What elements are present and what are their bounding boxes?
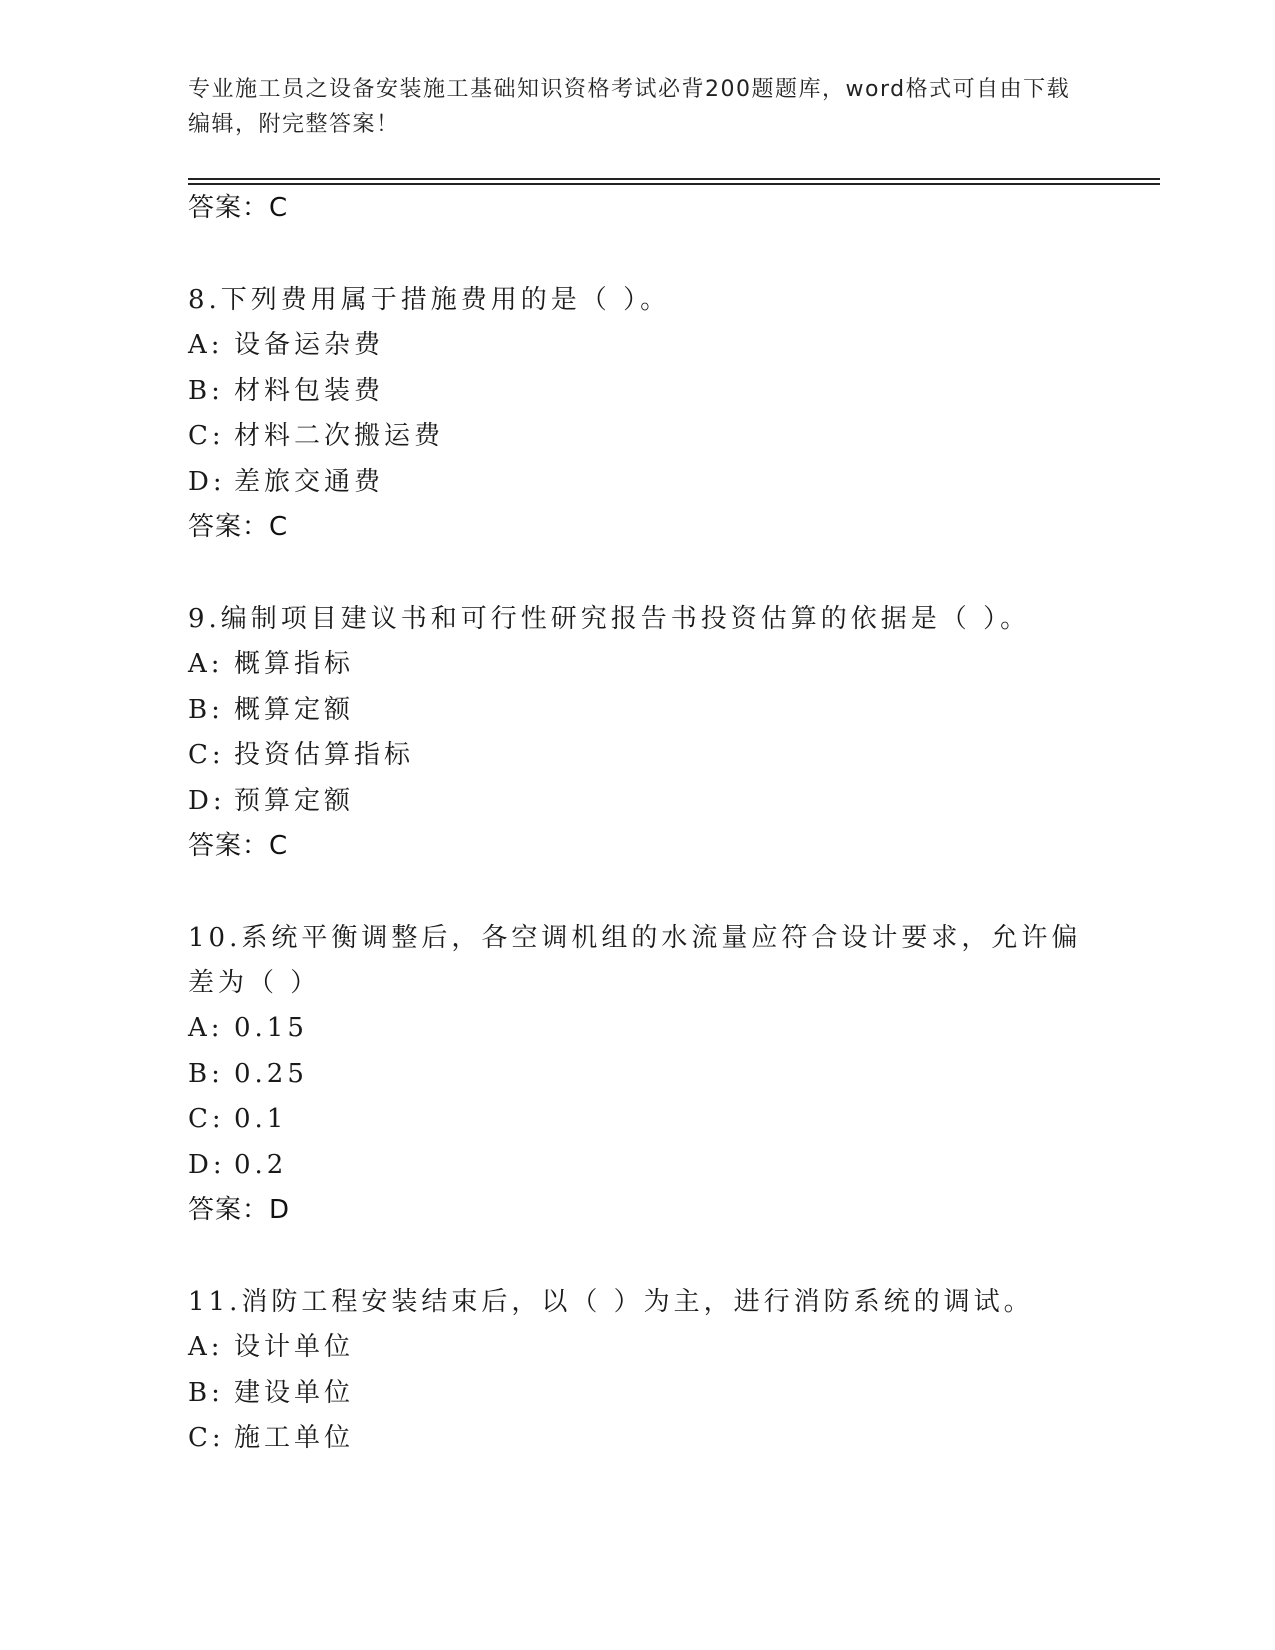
question-list <box>188 186 1088 1462</box>
option-key: B: <box>188 1377 224 1408</box>
option-a <box>188 642 1088 688</box>
option-text: 投资估算指标 <box>234 740 415 770</box>
question-answer: 答案：C <box>188 512 289 542</box>
option-key: B: <box>188 375 224 406</box>
option-key: B: <box>188 694 224 725</box>
option-text: 概算定额 <box>234 694 355 725</box>
document-header: 专业施工员之设备安装施工基础知识资格考试必背200题题库，word格式可自由下载编辑，附完整答案！ <box>188 77 1071 137</box>
option-b <box>188 688 1088 734</box>
option-text: 差旅交通费 <box>234 466 385 497</box>
header-rule-bottom <box>188 183 1160 185</box>
option-a <box>188 1325 1088 1371</box>
question-10 <box>188 916 1088 1232</box>
option-text: 材料包装费 <box>234 375 385 406</box>
option-d <box>188 460 1088 506</box>
option-d <box>188 1143 1088 1189</box>
question-stem: 11.消防工程安装结束后，以（ ）为主，进行消防系统的调试。 <box>188 1287 1034 1317</box>
option-text: 0.25 <box>234 1058 308 1089</box>
option-key: A: <box>188 649 224 679</box>
option-text: 设备运杂费 <box>234 330 385 360</box>
option-text: 预算定额 <box>234 785 355 816</box>
header-rule-top <box>188 178 1160 180</box>
option-c <box>188 1097 1088 1143</box>
option-b <box>188 1371 1088 1417</box>
option-b <box>188 369 1088 415</box>
option-b <box>188 1052 1088 1098</box>
question-stem: 10.系统平衡调整后，各空调机组的水流量应符合设计要求，允许偏差为（ ） <box>188 923 1082 998</box>
option-key: C: <box>188 1104 225 1134</box>
option-c <box>188 414 1088 460</box>
previous-question-answer: 答案：C <box>188 193 289 223</box>
question-11 <box>188 1280 1088 1462</box>
option-text: 0.15 <box>234 1013 308 1043</box>
option-key: C: <box>188 421 225 451</box>
option-text: 施工单位 <box>234 1423 355 1453</box>
option-text: 概算指标 <box>234 649 355 679</box>
option-key: D: <box>188 466 226 497</box>
question-stem: 9.编制项目建议书和可行性研究报告书投资估算的依据是（ ）。 <box>188 604 1031 634</box>
option-a <box>188 1006 1088 1052</box>
option-key: A: <box>188 1332 224 1362</box>
option-c <box>188 1416 1088 1462</box>
option-text: 0.1 <box>234 1104 288 1134</box>
option-d <box>188 779 1088 825</box>
option-text: 建设单位 <box>234 1377 355 1408</box>
option-key: A: <box>188 1013 224 1043</box>
option-key: A: <box>188 330 224 360</box>
option-a <box>188 323 1088 369</box>
option-key: D: <box>188 785 226 816</box>
option-key: C: <box>188 740 225 770</box>
question-answer: 答案：D <box>188 1195 291 1225</box>
option-text: 设计单位 <box>234 1332 355 1362</box>
question-answer: 答案：C <box>188 831 289 861</box>
question-8 <box>188 278 1088 549</box>
question-stem: 8.下列费用属于措施费用的是（ ）。 <box>188 285 671 315</box>
option-text: 0.2 <box>234 1149 288 1180</box>
option-key: B: <box>188 1058 224 1089</box>
option-text: 材料二次搬运费 <box>234 421 445 451</box>
option-key: D: <box>188 1149 226 1180</box>
option-c <box>188 733 1088 779</box>
question-9 <box>188 597 1088 868</box>
option-key: C: <box>188 1423 225 1453</box>
